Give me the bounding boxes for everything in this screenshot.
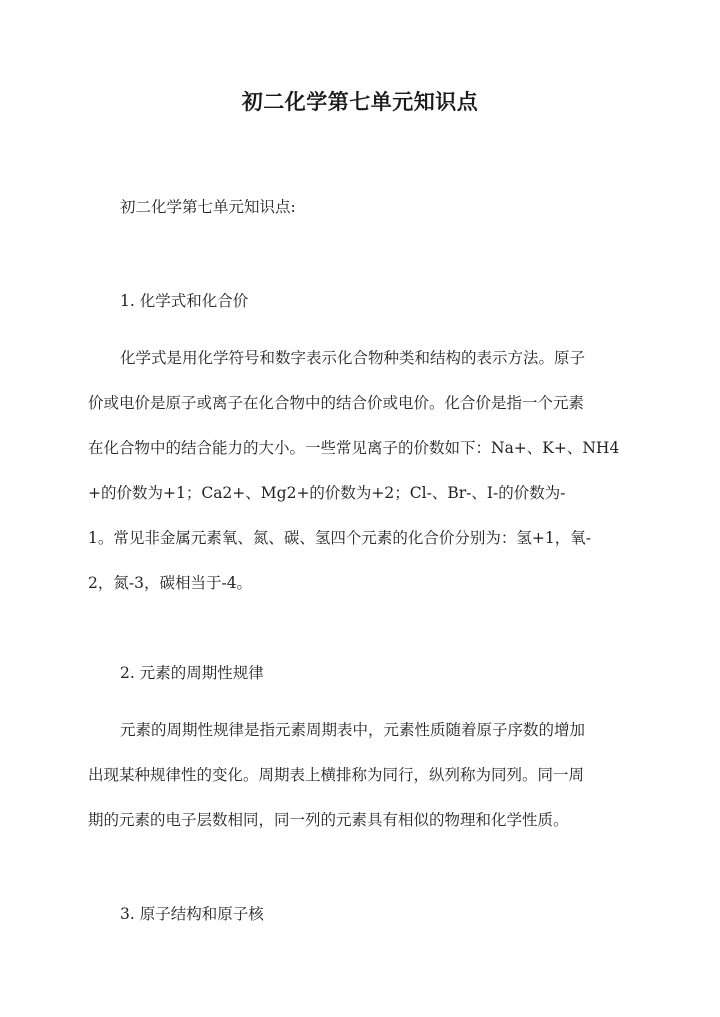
paragraph-line: 期的元素的电子层数相同，同一列的元素具有相似的物理和化学性质。 xyxy=(88,811,569,829)
paragraph-line: +的价数为+1；Ca2+、Mg2+的价数为+2；Cl-、Br-、I-的价数为- xyxy=(88,484,566,502)
paragraph-line: 2，氮-3，碳相当于-4。 xyxy=(88,574,253,592)
section-heading: 2. 元素的周期性规律 xyxy=(120,664,264,682)
paragraph-line: 出现某种规律性的变化。周期表上横排称为同行，纵列称为同列。同一周 xyxy=(88,766,585,784)
paragraph-line: 价或电价是原子或离子在化合物中的结合价或电价。化合价是指一个元素 xyxy=(88,394,585,412)
intro-text: 初二化学第七单元知识点: xyxy=(120,198,296,216)
section-heading: 3. 原子结构和原子核 xyxy=(120,905,264,923)
paragraph-line: 化学式是用化学符号和数字表示化合物种类和结构的表示方法。原子 xyxy=(120,349,586,367)
section-heading: 1. 化学式和化合价 xyxy=(120,292,249,310)
paragraph-line: 1。常见非金属元素氧、氮、碳、氢四个元素的化合价分别为：氢+1，氧- xyxy=(88,529,591,547)
document-title: 初二化学第七单元知识点 xyxy=(241,89,479,114)
paragraph-line: 在化合物中的结合能力的大小。一些常见离子的价数如下：Na+、K+、NH4 xyxy=(88,439,620,457)
paragraph-line: 元素的周期性规律是指元素周期表中，元素性质随着原子序数的增加 xyxy=(120,721,586,739)
